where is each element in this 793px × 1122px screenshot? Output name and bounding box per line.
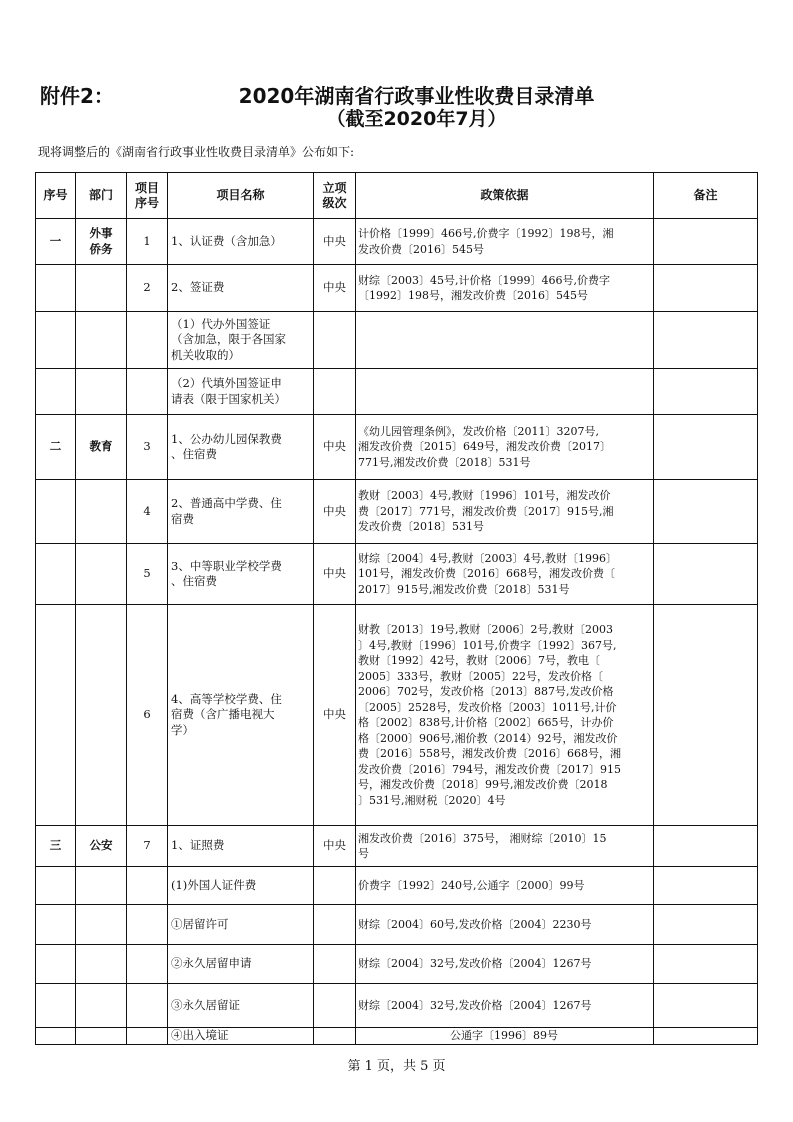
row-seq (36, 312, 76, 369)
page-footer: 第 1 页，共 5 页 (347, 1059, 446, 1074)
attachment-label: 附件2： (40, 84, 114, 108)
row-policy: 《幼儿园管理条例》，发改价格〔2011〕3207号, 湘发改价费〔2015〕649号，湘发改价费〔2017〕 771号,湘发改价费〔2018〕531号 (356, 415, 654, 480)
row-item-seq: 7 (127, 826, 168, 867)
row-item-name: 4、高等学校学费、住 宿费（含广播电视大 学） (168, 605, 314, 826)
row-level: 中央 (314, 219, 356, 265)
row-policy: 财综〔2004〕4号,教财〔2003〕4号,教财〔1996〕 101号，湘发改价费〔2016〕668号，湘发改价费〔 2017〕915号,湘发改价费〔2018〕531号 (356, 544, 654, 605)
row-item-name: 1、认证费（含加急） (168, 219, 314, 265)
header-level: 立项 级次 (314, 173, 356, 219)
row-dept (76, 480, 127, 544)
row-item-seq: 6 (127, 605, 168, 826)
header-item-name: 项目名称 (168, 173, 314, 219)
row-dept (76, 984, 127, 1028)
row-seq (36, 544, 76, 605)
row-policy: 财综〔2004〕60号,发改价格〔2004〕2230号 (356, 905, 654, 945)
row-item-name: ③永久居留证 (168, 984, 314, 1028)
row-dept (76, 605, 127, 826)
row-policy: 教财〔2003〕4号,教财〔1996〕101号，湘发改价 费〔2017〕771号，湘发改价费〔2017〕915号,湘 发改价费〔2018〕531号 (356, 480, 654, 544)
row-dept (76, 945, 127, 984)
table-row (36, 905, 758, 945)
row-dept (76, 867, 127, 905)
row-item-name: (1)外国人证件费 (168, 867, 314, 905)
row-item-seq (127, 1028, 168, 1045)
row-level: 中央 (314, 605, 356, 826)
row-item-name: ④出入境证 (168, 1028, 314, 1045)
row-level: 中央 (314, 480, 356, 544)
row-level (314, 1028, 356, 1045)
row-item-seq (127, 312, 168, 369)
row-level (314, 369, 356, 415)
row-seq (36, 984, 76, 1028)
row-level (314, 905, 356, 945)
row-policy: 价费字〔1992〕240号,公通字〔2000〕99号 (356, 867, 654, 905)
row-note (654, 867, 758, 905)
row-note (654, 219, 758, 265)
row-note (654, 415, 758, 480)
row-policy: 财教〔2013〕19号,教财〔2006〕2号,教财〔2003 〕4号,教财〔1996〕101号,价费字〔1992〕367号, 教财〔1992〕42号，教财〔2006〕7号，教电〔 2005〕333号，教财〔2005〕22号，发改价格〔 2006〕702号，发改价格〔2013〕887号,发改价格 〔2005〕2528号，发改价格〔2003〕1011号,计价 格〔2002〕838号,计价格〔2002〕665号，计办价 格〔2000〕906号,湘价教（2014）92号，湘发改价 费〔2016〕558号，湘发改价费〔2016〕668号，湘 发改价费〔2016〕794号，湘发改价费〔2017〕915 号，湘发改价费〔2018〕99号,湘发改价费〔2018 〕531号,湘财税〔2020〕4号 (356, 605, 654, 826)
row-note (654, 265, 758, 312)
row-note (654, 312, 758, 369)
row-dept: 外事 侨务 (76, 219, 127, 265)
row-seq (36, 480, 76, 544)
row-item-name: 2、签证费 (168, 265, 314, 312)
row-dept (76, 265, 127, 312)
table-row (36, 265, 758, 312)
row-dept (76, 1028, 127, 1045)
row-policy: 湘发改价费〔2016〕375号， 湘财综〔2010〕15 号 (356, 826, 654, 867)
row-item-seq (127, 945, 168, 984)
row-note (654, 544, 758, 605)
document-subtitle: （截至2020年7月） (326, 108, 507, 130)
row-policy (356, 312, 654, 369)
row-note (654, 984, 758, 1028)
row-note (654, 945, 758, 984)
row-policy: 计价格〔1999〕466号,价费字〔1992〕198号，湘 发改价费〔2016〕545号 (356, 219, 654, 265)
row-note (654, 480, 758, 544)
row-item-seq (127, 867, 168, 905)
row-level: 中央 (314, 544, 356, 605)
table-row (36, 312, 758, 369)
row-dept (76, 544, 127, 605)
table-row (36, 867, 758, 905)
row-level: 中央 (314, 265, 356, 312)
row-note (654, 605, 758, 826)
row-dept: 公安 (76, 826, 127, 867)
row-seq (36, 905, 76, 945)
row-dept (76, 369, 127, 415)
row-item-name: ①居留许可 (168, 905, 314, 945)
row-seq (36, 369, 76, 415)
row-dept (76, 312, 127, 369)
row-seq: 三 (36, 826, 76, 867)
document-title: 2020年湖南省行政事业性收费目录清单 (238, 84, 595, 108)
header-policy: 政策依据 (356, 173, 654, 219)
row-policy: 公通字〔1996〕89号 (356, 1028, 654, 1045)
row-note (654, 1028, 758, 1045)
intro-text: 现将调整后的《湖南省行政事业性收费目录清单》公布如下: (38, 145, 355, 159)
row-item-name: （1）代办外国签证 （含加急，限于各国家 机关收取的） (168, 312, 314, 369)
row-seq (36, 867, 76, 905)
table-row (36, 544, 758, 605)
table-row (36, 369, 758, 415)
row-item-seq: 5 (127, 544, 168, 605)
row-level: 中央 (314, 415, 356, 480)
row-level (314, 984, 356, 1028)
row-seq (36, 1028, 76, 1045)
row-item-seq: 2 (127, 265, 168, 312)
row-item-name: 2、普通高中学费、住 宿费 (168, 480, 314, 544)
row-level (314, 312, 356, 369)
header-row (36, 173, 758, 219)
row-policy (356, 369, 654, 415)
table-row (36, 605, 758, 826)
row-note (654, 905, 758, 945)
table-row (36, 219, 758, 265)
fee-catalog-table (35, 172, 758, 1045)
row-item-name: （2）代填外国签证申 请表（限于国家机关） (168, 369, 314, 415)
row-seq: 二 (36, 415, 76, 480)
row-policy: 财综〔2004〕32号,发改价格〔2004〕1267号 (356, 984, 654, 1028)
row-item-name: 3、中等职业学校学费 、住宿费 (168, 544, 314, 605)
table-row (36, 480, 758, 544)
header-note: 备注 (654, 173, 758, 219)
row-item-name: 1、证照费 (168, 826, 314, 867)
row-item-seq: 1 (127, 219, 168, 265)
header-item-seq: 项目 序号 (127, 173, 168, 219)
table-row (36, 415, 758, 480)
row-level (314, 867, 356, 905)
row-note (654, 369, 758, 415)
row-item-seq: 4 (127, 480, 168, 544)
row-item-name: 1、公办幼儿园保教费 、住宿费 (168, 415, 314, 480)
row-level: 中央 (314, 826, 356, 867)
header-dept: 部门 (76, 173, 127, 219)
row-seq (36, 265, 76, 312)
table-row (36, 826, 758, 867)
header-seq: 序号 (36, 173, 76, 219)
row-item-seq (127, 369, 168, 415)
row-item-name: ②永久居留申请 (168, 945, 314, 984)
row-note (654, 826, 758, 867)
row-seq: 一 (36, 219, 76, 265)
row-level (314, 945, 356, 984)
row-item-seq (127, 905, 168, 945)
row-item-seq (127, 984, 168, 1028)
row-seq (36, 605, 76, 826)
row-seq (36, 945, 76, 984)
table-row (36, 1028, 758, 1045)
row-policy: 财综〔2004〕32号,发改价格〔2004〕1267号 (356, 945, 654, 984)
row-policy: 财综〔2003〕45号,计价格〔1999〕466号,价费字 〔1992〕198号，湘发改价费〔2016〕545号 (356, 265, 654, 312)
table-row (36, 945, 758, 984)
row-dept (76, 905, 127, 945)
row-item-seq: 3 (127, 415, 168, 480)
table-row (36, 984, 758, 1028)
row-dept: 教育 (76, 415, 127, 480)
